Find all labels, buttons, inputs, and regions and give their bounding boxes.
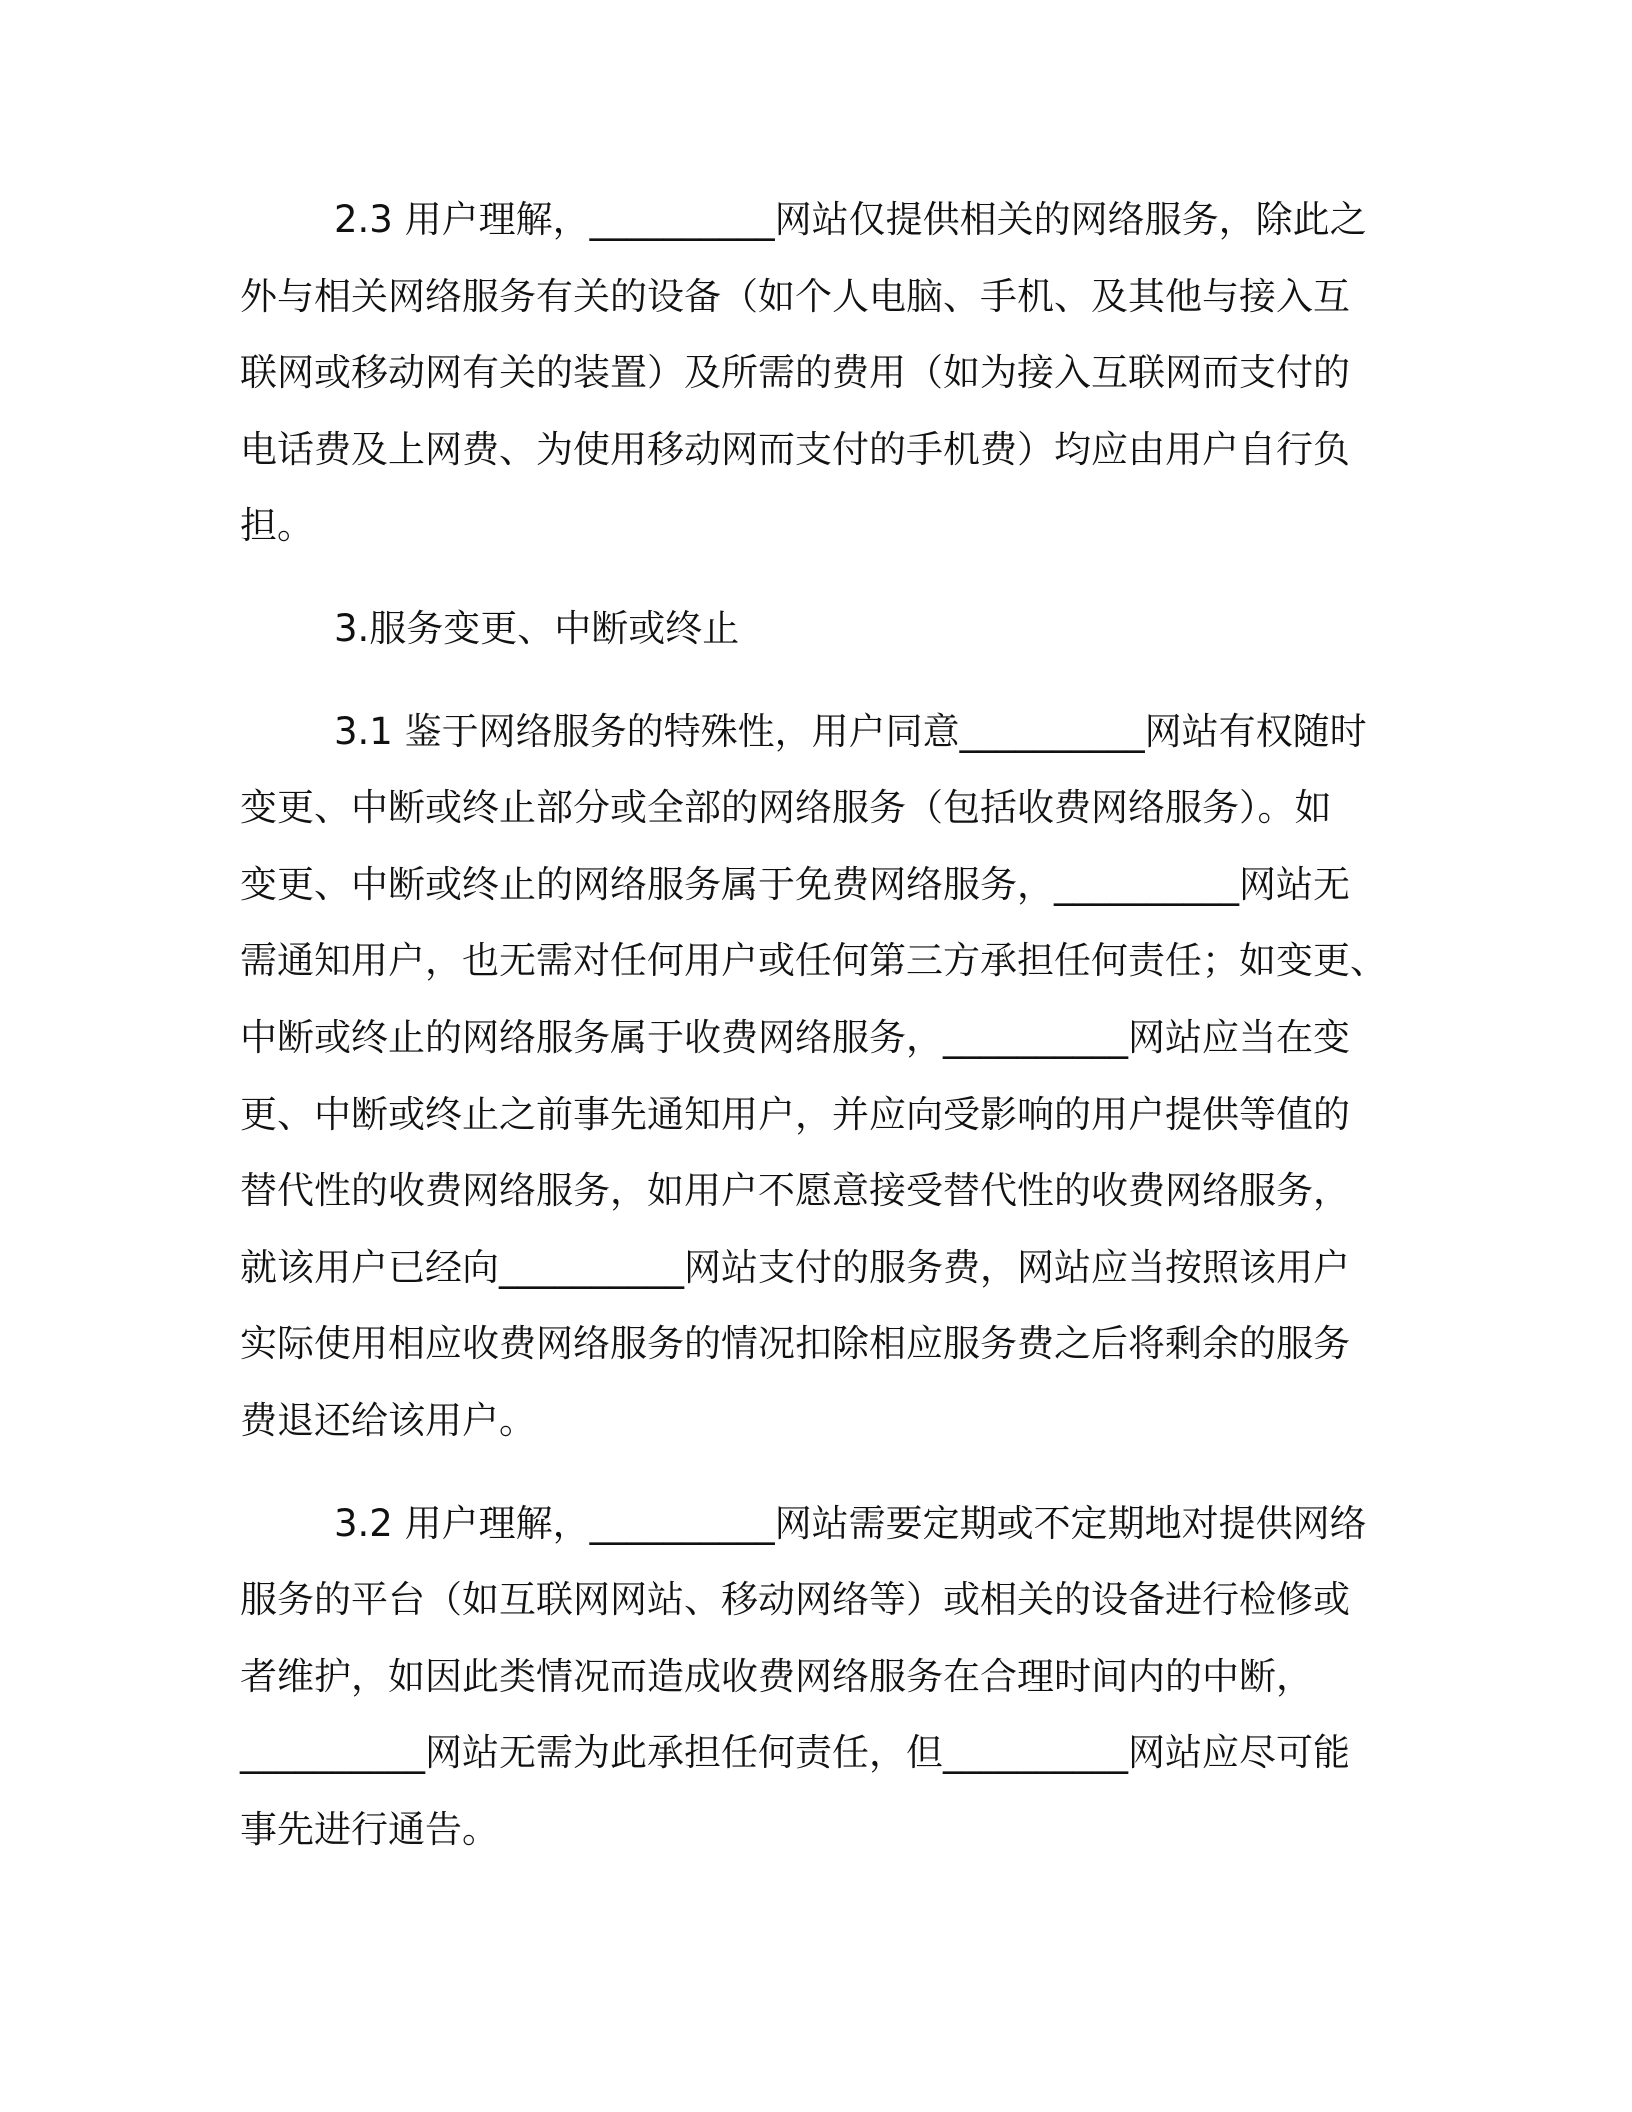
- text-line: 2.3 用户理解，__________网站仅提供相关的网络服务，除此之: [334, 198, 1367, 241]
- text-line: 事先进行通告。: [240, 1807, 499, 1851]
- text-line: 电话费及上网费、为使用移动网而支付的手机费）均应由用户自行负: [240, 427, 1350, 471]
- text-line: 替代性的收费网络服务，如用户不愿意接受替代性的收费网络服务，: [240, 1169, 1350, 1213]
- text-line: 实际使用相应收费网络服务的情况扣除相应服务费之后将剩余的服务: [240, 1322, 1350, 1366]
- paragraph-2-3: [240, 182, 1370, 565]
- heading-text: 3.服务变更、中断或终止: [334, 606, 740, 650]
- text-line: 外与相关网络服务有关的设备（如个人电脑、手机、及其他与接入互: [240, 274, 1350, 318]
- paragraph-3-2: [240, 1486, 1370, 1869]
- text-line: 担。: [240, 504, 314, 548]
- text-line: 3.2 用户理解，__________网站需要定期或不定期地对提供网络: [334, 1501, 1367, 1545]
- text-line: 更、中断或终止之前事先通知用户，并应向受影响的用户提供等值的: [240, 1092, 1350, 1136]
- text-line: __________网站无需为此承担任何责任，但__________网站应尽可能: [240, 1731, 1350, 1775]
- text-line: 就该用户已经向__________网站支付的服务费，网站应当按照该用户: [240, 1245, 1350, 1289]
- text-line: 需通知用户，也无需对任何用户或任何第三方承担任何责任；如变更、: [240, 939, 1387, 983]
- text-line: 3.1 鉴于网络服务的特殊性，用户同意__________网站有权随时: [334, 709, 1367, 753]
- text-line: 者维护，如因此类情况而造成收费网络服务在合理时间内的中断，: [240, 1654, 1313, 1698]
- text-line: 变更、中断或终止的网络服务属于免费网络服务，__________网站无: [240, 862, 1350, 906]
- section-heading-3: [240, 591, 1370, 668]
- text-line: 服务的平台（如互联网网站、移动网络等）或相关的设备进行检修或: [240, 1578, 1350, 1622]
- text-line: 中断或终止的网络服务属于收费网络服务，__________网站应当在变: [240, 1015, 1350, 1059]
- text-line: 费退还给该用户。: [240, 1398, 536, 1442]
- text-line: 联网或移动网有关的装置）及所需的费用（如为接入互联网而支付的: [240, 351, 1350, 395]
- paragraph-3-1: [240, 694, 1387, 1460]
- document-body: [240, 182, 1387, 1868]
- text-line: 变更、中断或终止部分或全部的网络服务（包括收费网络服务）。如: [240, 786, 1332, 830]
